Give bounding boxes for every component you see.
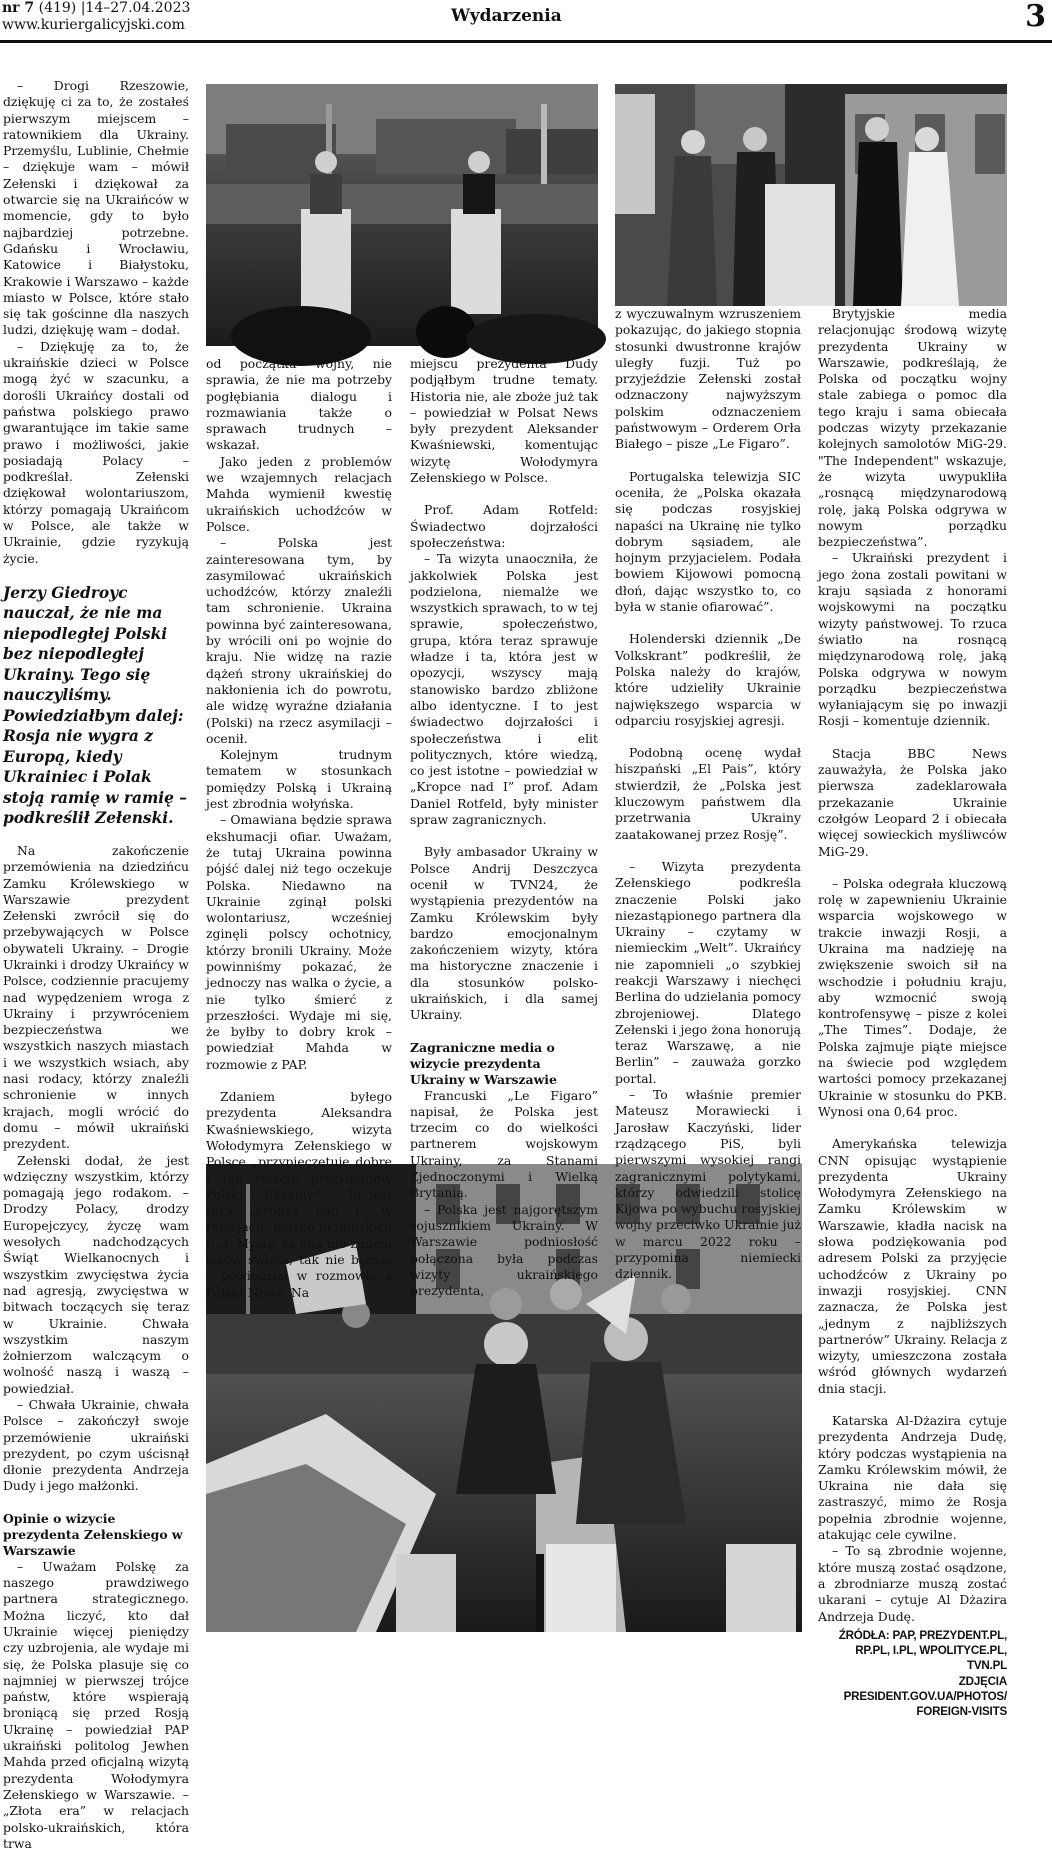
page-header — [0, 0, 1052, 44]
paragraph: – Chwała Ukrainie, chwała Polsce – zakończył swoje przemówienie ukraiński prezydent, po czym uścisnął dłonie prezydenta Andrzeja Dudy i jego małżonki. — [3, 1397, 189, 1494]
paragraph: Były ambasador Ukrainy w Polsce Andrij Deszczyca ocenił w TVN24, że wystąpienia prezydentów na Zamku Królewskim były bardzo emocjonalnym zakończeniem wizyty, która ma historyczne znaczenie i dla stosunków polsko-ukraińskich, i dla samej Ukrainy. — [410, 844, 598, 1023]
issue-number: nr 7 — [2, 0, 35, 16]
paragraph: Portugalska telewizja SIC oceniła, że „Polska okazała się podczas rosyjskiej napaści na Ukrainę nie tylko dobrym sąsiadem, ale hojnym przyjacielem. Podała bowiem Kijowowi pomocną dłoń, dając wszystko to, co była w stanie ofiarować”. — [615, 468, 801, 615]
paragraph: – Polska jest zainteresowana tym, by zasymilować ukraińskich uchodźców, którzy znaleźli tam schronienie. Ukraina powinna być zainteresowana, by wrócili oni po wojnie do kraju. Nie widzę na razie dążeń strony ukraińskiej do nakłonienia ich do powrotu, ale widzę wyraźne działania (Polski) na rzecz asymilacji – ocenił. — [206, 535, 392, 746]
article-column-1 — [3, 78, 189, 1852]
paragraph: Francuski „Le Figaro” napisał, że Polska jest trzecim co do wielkości partnerem wojskowym Ukrainy, za Stanami Zjednoczonymi i Wielką Brytanią. — [410, 1087, 598, 1201]
paragraph: Stacja BBC News zauważyła, że Polska jako pierwsza zadeklarowała przekazanie Ukrainie czołgów Leopard 2 i obiecała więcej sowieckich myśliwców MiG-29. — [818, 745, 1007, 859]
paragraph: – Ta wizyta unaoczniła, że jakkolwiek Polska jest podzielona, niemalże we wszystkich sprawach, to w tej sprawie, społeczeństwo, grupa, która teraz sprawuje władze i ta, która jest w opozycji, wszyscy mają stanowisko bardzo zbliżone albo identyczne. I to jest świadectwo dojrzałości i społeczeństwa i elit politycznych, które wiedzą, co jest istotne – powiedział w „Kropce nad I” prof. Adam Daniel Rotfeld, były minister spraw zagranicznych. — [410, 551, 598, 828]
paragraph: Brytyjskie media relacjonując środową wizytę prezydenta Ukrainy w Warszawie, podkreślają, że Polska od początku wojny stale zabiega o pomoc dla tego kraju i sama obiecała podczas wizyty przekazanie kolejnych samolotów MiG-29. "The Independent" wskazuje, że wizyta uwypukliła „rosnącą międzynarodową rolę, jaką Polska odgrywa w nowym porządku bezpieczeństwa”. — [818, 306, 1007, 550]
paragraph: od początku wojny, nie sprawia, że nie ma potrzeby pogłębiania dialogu i rozmawiania także o sprawach trudnych – wskazał. — [206, 356, 392, 453]
paragraph: z wyczuwalnym wzruszeniem pokazując, do jakiego stopnia stosunki dwustronne krajów uległy fuzji. Tuż po przyjeździe Zełenski został odznaczony najwyższym polskim odznaczeniem państwowym – Orderem Orła Białego – pisze „Le Figaro”. — [615, 306, 801, 452]
paragraph: Zełenski dodał, że jest wdzięczny wszystkim, którzy pomagają jego rodakom. – Drodzy Polacy, drodzy Europejczycy, życzę wam wesołych nadchodzących Świąt Wielkanocnych i wszystkim zwycięstwa życia nad agresją, zwycięstwa w bitwach toczących się teraz w Ukrainie. Chwała wszystkim naszym żołnierzom walczącym o wolność naszą i waszą – powiedział. — [3, 1152, 189, 1396]
paragraph: – Omawiana będzie sprawa ekshumacji ofiar. Uważam, że tutaj Ukraina powinna pójść dalej niż tego oczekuje Polska. Niedawno na Ukrainie zginął polski wolontariusz, wcześniej zginęli polscy ochotnicy, którzy bronili Ukrainy. Może powinniśmy pokazać, że jednoczy nas walka o życie, a nie tylko śmierć z przeszłości. Wydaje mi się, że byłby to dobry krok – powiedział Mahda w rozmowie z PAP. — [206, 812, 392, 1072]
section-heading: Opinie o wizycie prezydenta Zełenskiego w Warszawie — [3, 1510, 183, 1558]
paragraph: – Drogi Rzeszowie, dziękuję ci za to, że zostałeś pierwszym miejscem – ratownikiem dla Ukrainy. Przemyślu, Lublinie, Chełmie – dziękuje wam – mówił Zełenski i dziękował za otwarcie się na Ukraińców w momencie, gdy to było najbardziej potrzebne. Gdańsku i Wrocławiu, Katowice i Białystoku, Krakowie i Warszawo – każde miasto w Polsce, które stało się tak gościnne dla naszych ludzi, dziękuję wam – dodał. — [3, 78, 189, 338]
paragraph: Jako jeden z problemów we wzajemnych relacjach Mahda wymienił kwestię ukraińskich uchodźców w Polsce. — [206, 453, 392, 534]
pull-quote: Jerzy Giedroyc nauczał, że nie ma niepodległej Polski bez niepodległej Ukrainy. Tego się nauczyliśmy. Powiedziałbym dalej: Rosja nie wygra z Europą, kiedy Ukrainiec i Polak stoją ramię w ramię – podkreślił Zełenski. — [3, 583, 187, 828]
paragraph: – To są zbrodnie wojenne, które muszą zostać osądzone, a zbrodniarze muszą zostać ukarani – cytuje Al Dżazira Andrzeja Dudę. — [818, 1543, 1007, 1624]
page-number: 3 — [1025, 0, 1046, 34]
paragraph: – Dziękuję za to, że ukraińskie dzieci w Polsce mogą żyć w szacunku, a dorośli Ukraińcy dostali od państwa polskiego prawo gwarantujące im takie same prawo i możliwości, jakie posiadają Polacy – podkreślał. Zełenski dziękował wolontariuszom, którzy pomagają Ukraińcom w Polsce, ale także w Ukrainie, gdzie ryzykują życie. — [3, 338, 189, 566]
photo-image — [206, 84, 598, 346]
paragraph: – Ukraiński prezydent i jego żona zostali powitani w kraju sąsiada z honorami wojskowymi na początku wizyty państwowej. To rzuca światło na rosnącą międzynarodową rolę, jaką Polska odgrywa w nowym porządku bezpieczeństwa wyłaniającym się po inwazji Rosji – komentuje dziennik. — [818, 550, 1007, 729]
paragraph: Amerykańska telewizja CNN opisując wystąpienie prezydenta Ukrainy Wołodymyra Zełenskiego na Zamku Królewskim w Warszawie, kładła nacisk na słowa podziękowania pod adresem Polski za przyjęcie uchodźców z Ukrainy po inwazji rosyjskiej. CNN zaznacza, że Polska jest „jednym z najbliższych partnerów” Ukrainy. Relacja z wizyty, umieszczona została wśród głównych wydarzeń dnia stacji. — [818, 1136, 1007, 1396]
section-title: Wydarzenia — [451, 6, 562, 26]
issue-detail: (419) |14–27.04.2023 — [34, 0, 191, 16]
section-heading: Zagraniczne media o wizycie prezydenta Ukrainy w Warszawie — [410, 1039, 557, 1087]
paragraph: – Polska odegrała kluczową rolę w zapewnieniu Ukrainie wsparcia wojskowego w trakcie inwazji Rosji, a Ukraina ma nadzieję na zwiększenie swoich sił na wschodzie i południu kraju, aby wzmocnić swoją kontrofensywę – pisze z kolei „The Times”. Dodaje, że Polska zajmuje piąte miejsce na świecie pod względem wartości pomocy przekazanej Ukrainie w stosunku do PKB. Wynosi ona 0,64 proc. — [818, 875, 1007, 1119]
article-column-5 — [818, 306, 1007, 1720]
article-column-2 — [206, 356, 392, 1301]
paragraph: Holenderski dziennik „De Volkskrant” podkreślił, że Polska należy do krajów, które udzieliły Ukrainie największego wsparcia w odparciu rosyjskiej agresji. — [615, 631, 801, 728]
paragraph: Na zakończenie przemówienia na dziedzińcu Zamku Królewskiego w Warszawie prezydent Zełenski zwrócił się do przebywających w Polsce obywateli Ukrainy. – Drogie Ukrainki i drodzy Ukraińcy w Polsce, codziennie pracujemy nad wypędzeniem wroga z Ukrainy i przywróceniem bezpieczeństwa we wszystkich naszych miastach i we wszystkich wsiach, aby nasi rodacy, którzy znaleźli schronienie w innych krajach, mogli wrócić do domu – mówił ukraiński prezydent. — [3, 842, 189, 1152]
paragraph: Podobną ocenę wydał hiszpański „El Pais”, który stwierdził, że „Polska jest kluczowym państwem dla przetrwania Ukrainy zaatakowanej przez Rosję”. — [615, 745, 801, 842]
article-column-4 — [615, 306, 801, 1283]
paragraph: Katarska Al-Dżazira cytuje prezydenta Andrzeja Dudę, który podczas wystąpienia na Zamku Królewskim mówił, że Ukraina nie dała się zastraszyć, mimo że Rosja popełnia zbrodnie wojenne, atakując cele cywilne. — [818, 1413, 1007, 1543]
paragraph: Kolejnym trudnym tematem w stosunkach pomiędzy Polską i Ukrainą jest zbrodnia wołyńska. — [206, 747, 392, 812]
article-column-3 — [410, 356, 598, 1299]
paragraph: – Uważam Polskę za naszego prawdziwego partnera strategicznego. Można liczyć, kto dał Ukrainie więcej pieniędzy czy uzbrojenia, ale wydaje mi się, że Polska plasuje się co najmniej w pierwszej trójce państw, które wspierają broniącą się przed Rosją Ukrainę – powiedział PAP ukraiński politolog Jewhen Mahda przed oficjalną wizytą prezydenta Wołodymyra Zełenskiego w Warszawie. – „Złota era” w relacjach polsko-ukraińskich, która trwa — [3, 1558, 189, 1851]
header-rule — [0, 40, 1052, 43]
issue-info — [2, 0, 190, 34]
photo-image — [615, 84, 1007, 306]
photo-zelensky-morawiecki — [206, 84, 598, 346]
paragraph: – Polska jest najgorętszym sojusznikiem Ukrainy. W Warszawie podniosłość połączona była podczas wizyty ukraińskiego prezydenta, — [410, 1201, 598, 1299]
paragraph: – Wizyta prezydenta Zełenskiego podkreśla znaczenie Polski jako niezastąpionego partnera dla Ukrainy – czytamy w niemieckim „Welt”. Ukraińcy nie zapomnieli „o szybkiej reakcji Warszawy i niechęci Berlina do udzielania pomocy zbrojeniowej. Dlatego Zełenski i jego żona honorują teraz Warszawę, a nie Berlin” – zauważa gorzko portal. — [615, 858, 801, 1086]
photo-presidents-couples — [615, 84, 1007, 306]
paragraph: miejscu prezydenta Dudy podjąłbym trudne tematy. Historia nie, ale zboże już tak – powiedział w Polsat News były prezydent Aleksander Kwaśniewski, komentując wizytę Wołodymyra Zełenskiego w Polsce. — [410, 356, 598, 486]
paragraph: Zdaniem byłego prezydenta Aleksandra Kwaśniewskiego, wizyta Wołodymyra Zełenskiego w Polsce „przypieczętuje dobre i tak relacje prezydentów Polski i Ukrainy”. – To jest taka „kropka nad i” w relacjach polsko-ukraińskich (…). Myślę, że ona nie zmieni losów świata, tak nie będzie – powiedział w rozmowie z Polsat News. Na — [206, 1089, 392, 1300]
photo-credit-source: PRESIDENT.GOV.UA/PHOTOS/ FOREIGN-VISITS — [843, 1690, 1007, 1719]
photo-credit-label: ZDJĘCIA — [958, 1674, 1007, 1688]
paragraph: – To właśnie premier Mateusz Morawiecki i Jarosław Kaczyński, lider rządzącego PiS, byli pierwszymi wysokiej rangi zagranicznymi polytykami, którzy odwiedzili stolicę Kijowa po wybuchu rosyjskiej wojny przeciwko Ukrainie już w marcu 2022 roku – przypomina niemiecki dziennik. — [615, 1087, 801, 1282]
sources-credit — [818, 1628, 1007, 1720]
sources-list: ŹRÓDŁA: PAP, PREZYDENT.PL, RP.PL, I.PL, WPOLITYCE.PL, TVN.PL — [838, 1628, 1007, 1673]
paragraph: Prof. Adam Rotfeld: Świadectwo dojrzałości społeczeństwa: — [410, 502, 598, 550]
website-link[interactable]: www.kuriergalicyjski.com — [2, 17, 185, 33]
